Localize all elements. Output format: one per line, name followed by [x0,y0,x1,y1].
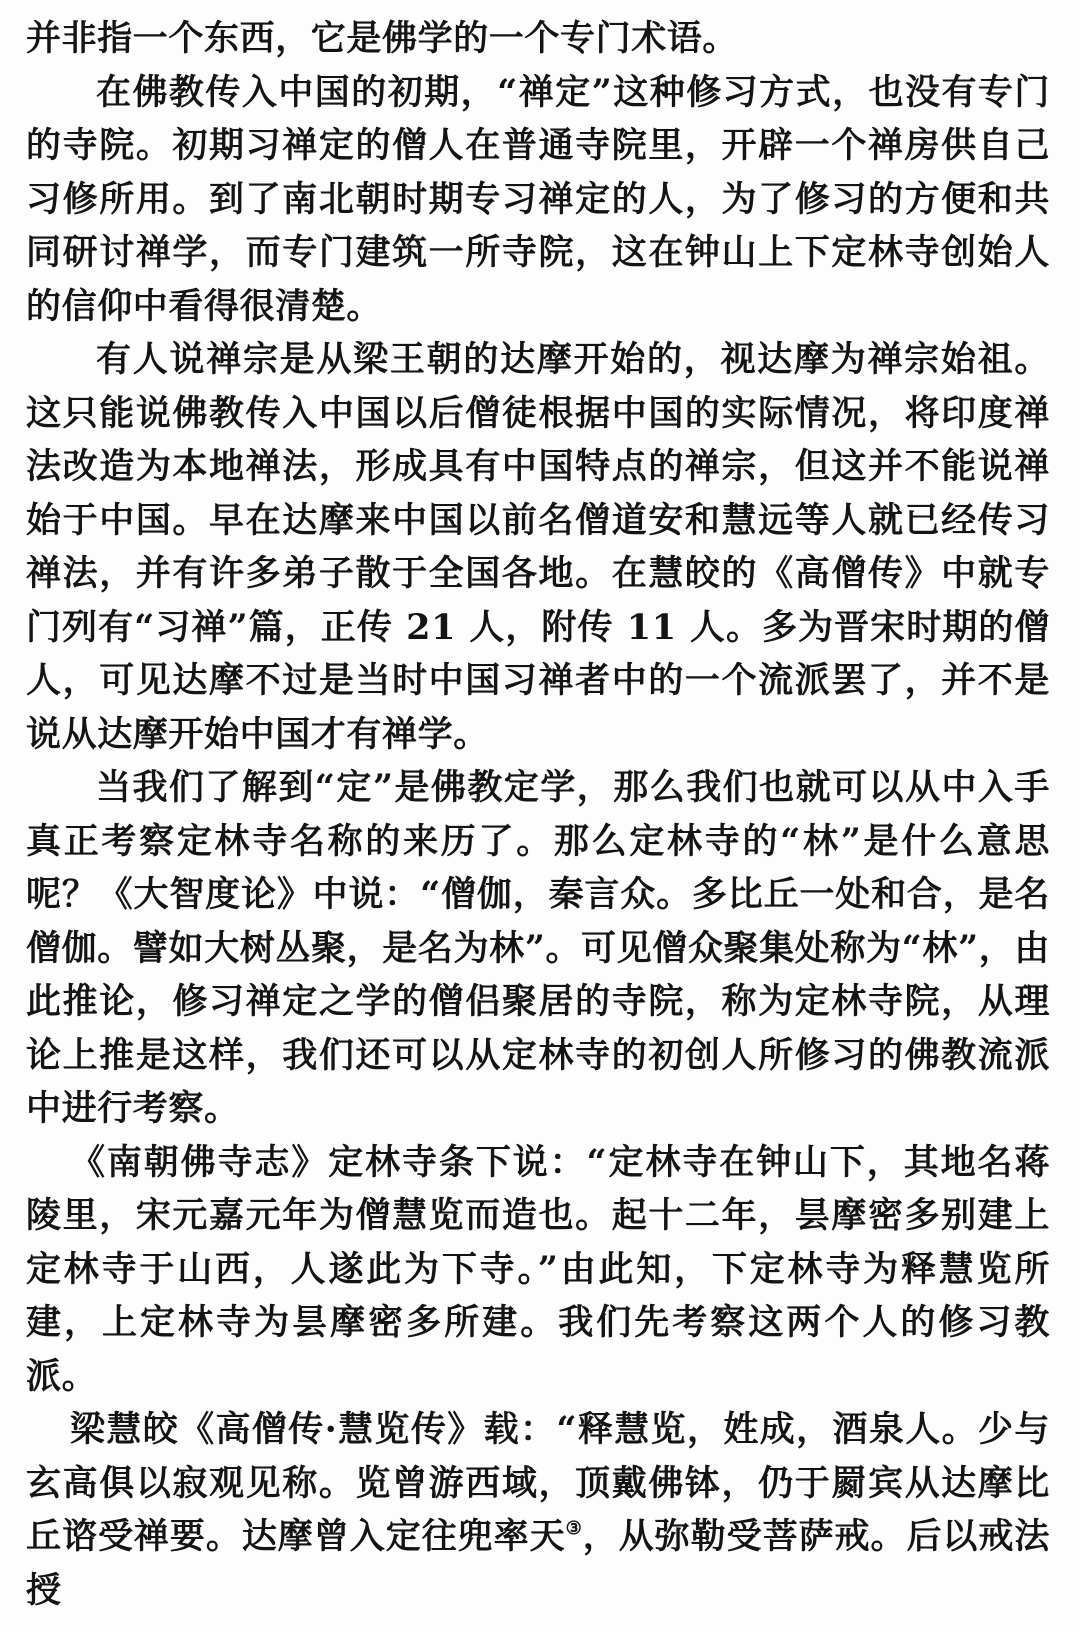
footnote-reference: ③ [565,1518,583,1539]
paragraph-2: 在佛教传入中国的初期，“禅定”这种修习方式，也没有专门的寺院。初期习禅定的僧人在普通寺院里，开辟一个禅房供自己习修所用。到了南北朝时期专习禅定的人，为了修习的方便和共同研讨禅学，而专门建筑一所寺院，这在钟山上下定林寺创始人的信仰中看得很清楚。 [26,71,1050,327]
paragraph-6-text: 梁慧皎《高僧传·慧览传》载：“释慧览，姓成，酒泉人。少与玄高俱以寂观见称。览曾游西域，顶戴佛钵，仍于罽宾从达摩比丘谘受禅要。达摩曾入定往兜率天 [26,1409,1050,1557]
paragraph-3: 有人说禅宗是从梁王朝的达摩开始的，视达摩为禅宗始祖。这只能说佛教传入中国以后僧徒根据中国的实际情况，将印度禅法改造为本地禅法，形成具有中国特点的禅宗，但这并不能说禅始于中国。早在达摩来中国以前名僧道安和慧远等人就已经传习禅法，并有许多弟子散于全国各地。在慧皎的《高僧传》中就专门列有“习禅”篇，正传 21 人，附传 11 人。多为晋宋时期的僧人，可见达摩不过是当时中国习禅者中的一个流派罢了，并不是说从达摩开始中国才有禅学。 [26,339,1050,755]
paragraph-4: 当我们了解到“定”是佛教定学，那么我们也就可以从中入手真正考察定林寺名称的来历了。那么定林寺的“林”是什么意思呢？《大智度论》中说：“僧伽，秦言众。多比丘一处和合，是名僧伽。譬如大树丛聚，是名为林”。可见僧众聚集处称为“林”，由此推论，修习禅定之学的僧侣聚居的寺院，称为定林寺院，从理论上推是这样，我们还可以从定林寺的初创人所修习的佛教流派中进行考察。 [26,767,1050,1129]
paragraph-6 [26,1403,1050,1617]
body-text [26,12,1050,1617]
paragraph-5: 《南朝佛寺志》定林寺条下说：“定林寺在钟山下，其地名蒋陵里，宋元嘉元年为僧慧览而造也。起十二年，昙摩密多别建上定林寺于山西，人遂此为下寺。”由此知，下定林寺为释慧览所建，上定林寺为昙摩密多所建。我们先考察这两个人的修习教派。 [26,1141,1050,1397]
paragraph-6-text-after: ，从弥勒受菩萨戒。后以戒法授 [26,1516,1050,1611]
paragraph-1: 并非指一个东西，它是佛学的一个专门术语。 [26,18,739,59]
